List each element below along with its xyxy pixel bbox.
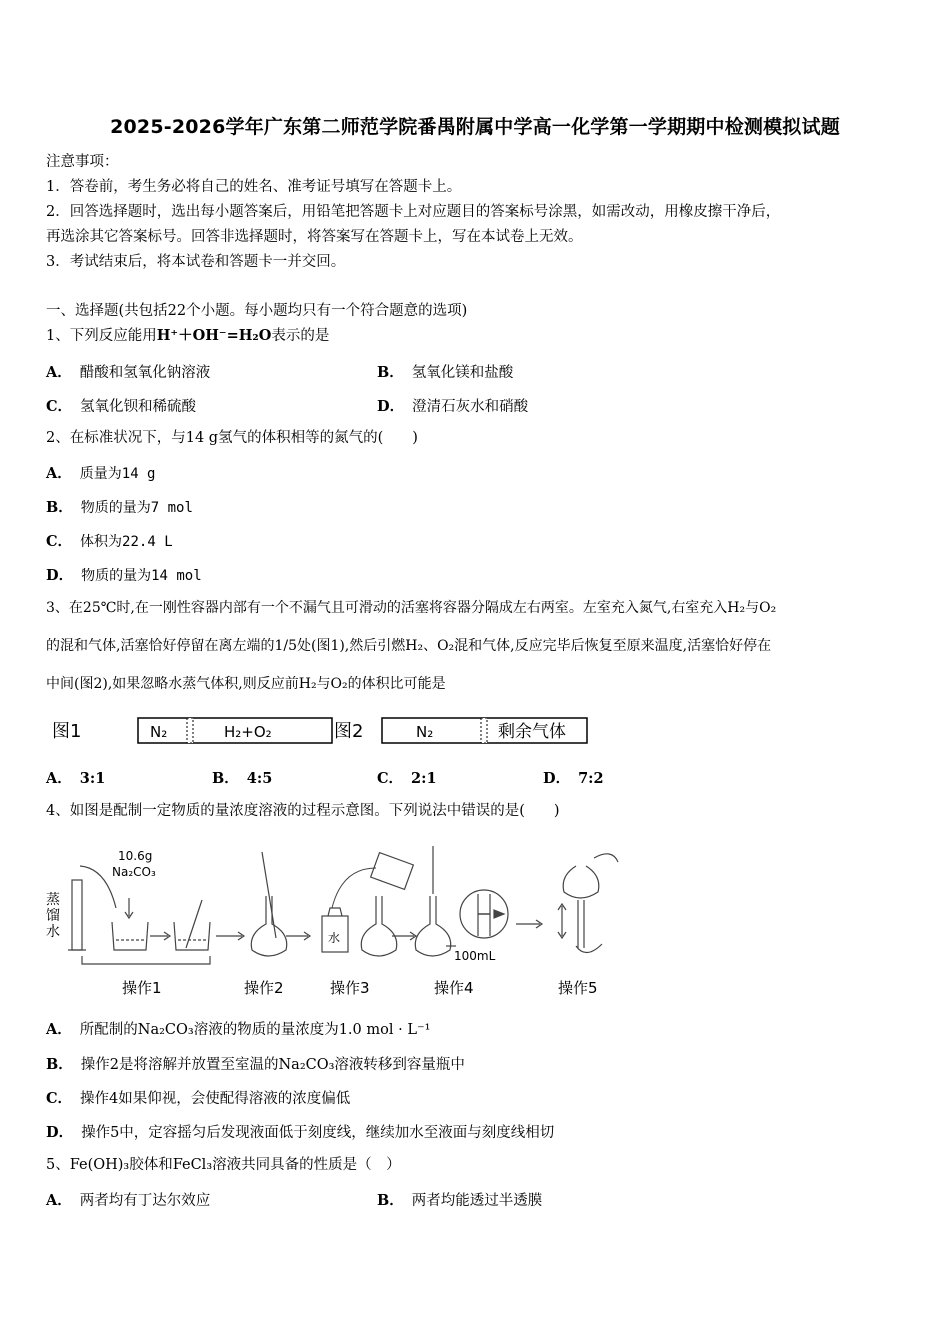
op-label: 操作4 xyxy=(434,979,474,997)
formula: H⁺＋OH⁻=H₂O xyxy=(156,327,272,344)
flask-shaking xyxy=(563,866,599,898)
glass-rod xyxy=(186,900,202,948)
q1-option-a[interactable]: A． 醋酸和氢氧化钠溶液 xyxy=(46,364,211,381)
notice-heading: 注意事项： xyxy=(46,154,119,170)
fig1-right-gas: H₂+O₂ xyxy=(224,723,272,741)
notice-item: 3．考试结束后，将本试卷和答题卡一并交回。 xyxy=(46,254,346,270)
q1-option-c[interactable]: C． 氢氧化钡和稀硫酸 xyxy=(46,398,197,415)
q4-figure xyxy=(46,838,626,1006)
fig1-label: 图1 xyxy=(52,721,82,742)
q3-stem-line2: 的混和气体,活塞恰好停留在离左端的1/5处(图1),然后引燃H₂、O₂混和气体,反应完毕后恢复至原来温度,活塞恰好停在 xyxy=(46,638,772,654)
step-arrow xyxy=(286,932,310,940)
down-arrow xyxy=(125,898,133,918)
fig1-piston xyxy=(187,718,193,743)
q1-option-b[interactable]: B． 氢氧化镁和盐酸 xyxy=(377,364,514,381)
step-arrow xyxy=(150,932,170,940)
op-label: 操作1 xyxy=(122,979,162,997)
q4-option-c[interactable]: C． 操作4如果仰视，会使配得溶液的浓度偏低 xyxy=(46,1090,351,1107)
q3-figure xyxy=(46,712,606,748)
water-label: 水 xyxy=(46,924,60,940)
step-arrow xyxy=(516,920,542,928)
q3-stem-line1: 3、在25℃时,在一刚性容器内部有一个不漏气且可滑动的活塞将容器分隔成左右两室。左室充入氮气,右室充入H₂与O₂ xyxy=(46,600,777,616)
fig2-right-gas: 剩余气体 xyxy=(498,722,566,742)
graduated-cylinder xyxy=(72,880,82,950)
notice-item: 2．回答选择题时，选出每小题答案后，用铅笔把答题卡上对应题目的答案标号涂黑，如需改动，用橡皮擦干净后， xyxy=(46,204,781,220)
q2-option-c[interactable]: C． 体积为22.4 L xyxy=(46,533,173,550)
q2-stem: 2、在标准状况下，与14 g氢气的体积相等的氮气的( ) xyxy=(46,430,418,446)
volume-label: 100mL xyxy=(454,949,496,963)
q5-option-b[interactable]: B． 两者均能透过半透膜 xyxy=(377,1192,543,1209)
pour-arrow xyxy=(80,866,116,908)
volumetric-flask-1 xyxy=(251,896,286,956)
op-label: 操作3 xyxy=(330,979,370,997)
fig1-left-gas: N₂ xyxy=(150,723,168,741)
hand-bottom xyxy=(576,944,602,953)
q4-stem: 4、如图是配制一定物质的量浓度溶液的过程示意图。下列说法中错误的是( ) xyxy=(46,803,560,819)
q4-option-a[interactable]: A． 所配制的Na₂CO₃溶液的物质的量浓度为1.0 mol · L⁻¹ xyxy=(46,1021,431,1038)
fig2-piston xyxy=(481,718,487,743)
q2-option-b[interactable]: B． 物质的量为7 mol xyxy=(46,499,193,516)
fig2-label: 图2 xyxy=(334,721,364,742)
q1-option-d[interactable]: D． 澄清石灰水和硝酸 xyxy=(377,398,529,415)
beaker-1 xyxy=(112,922,148,950)
volumetric-flask-2 xyxy=(361,896,396,956)
notice-item: 1．答卷前，考生务必将自己的姓名、准考证号填写在答题卡上。 xyxy=(46,179,462,195)
q3-option-a[interactable]: A． 3:1 xyxy=(46,770,106,787)
op-label: 操作5 xyxy=(558,979,598,997)
q3-option-b[interactable]: B． 4:5 xyxy=(212,770,273,787)
up-down-arrow xyxy=(558,904,566,938)
q5-option-a[interactable]: A． 两者均有丁达尔效应 xyxy=(46,1192,211,1209)
op-label: 操作2 xyxy=(244,979,284,997)
fig2-left-gas: N₂ xyxy=(416,723,434,741)
salt-mass: 10.6g xyxy=(118,849,153,863)
q4-option-b[interactable]: B． 操作2是将溶解并放置至室温的Na₂CO₃溶液转移到容量瓶中 xyxy=(46,1056,465,1073)
beaker-2 xyxy=(174,922,210,950)
q5-stem: 5、Fe(OH)₃胶体和FeCl₃溶液共同具备的性质是（ ） xyxy=(46,1157,401,1173)
q3-option-c[interactable]: C． 2:1 xyxy=(377,770,437,787)
q2-option-d[interactable]: D． 物质的量为14 mol xyxy=(46,567,202,584)
volumetric-flask-3 xyxy=(415,896,450,956)
bottle-label: 水 xyxy=(328,931,341,945)
q2-option-a[interactable]: A． 质量为14 g xyxy=(46,465,156,482)
hand-top xyxy=(594,854,618,862)
step-arrow xyxy=(216,932,244,940)
q3-stem-line3: 中间(图2),如果忽略水蒸气体积,则反应前H₂与O₂的体积比可能是 xyxy=(46,676,446,692)
notice-item: 再选涂其它答案标号。回答非选择题时，将答案写在答题卡上，写在本试卷上无效。 xyxy=(46,229,583,245)
section-heading: 一、选择题(共包括22个小题。每小题均只有一个符合题意的选项) xyxy=(46,303,468,319)
salt-formula: Na₂CO₃ xyxy=(112,865,156,879)
water-label: 蒸 xyxy=(46,892,60,908)
page-title: 2025-2026学年广东第二师范学院番禺附属中学高一化学第一学期期中检测模拟试题 xyxy=(110,116,840,138)
q3-option-d[interactable]: D． 7:2 xyxy=(543,770,604,787)
water-label: 馏 xyxy=(46,908,60,924)
q1-stem: 1、下列反应能用H⁺＋OH⁻=H₂O表示的是 xyxy=(46,327,330,344)
q4-option-d[interactable]: D． 操作5中，定容摇匀后发现液面低于刻度线，继续加水至液面与刻度线相切 xyxy=(46,1124,555,1141)
op1-bracket xyxy=(82,956,210,964)
beaker-pour xyxy=(371,853,414,890)
